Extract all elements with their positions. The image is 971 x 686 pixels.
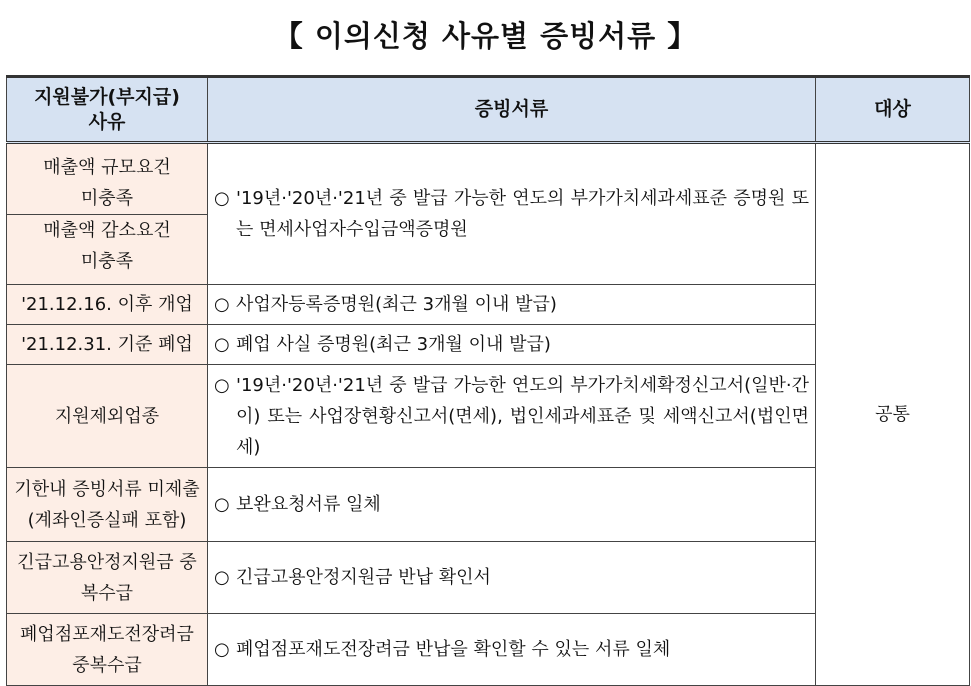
doc-text: 폐업점포재도전장려금 반납을 확인할 수 있는 서류 일체: [236, 639, 671, 660]
reason-text: '21.12.16. 이후 개업: [7, 285, 208, 325]
bullet-icon: ○: [214, 494, 230, 515]
reason-text: 긴급고용안정지원금 중복수급: [7, 542, 208, 614]
reason-text: 폐업점포재도전장려금 중복수급: [7, 614, 208, 686]
doc-text: '19년·'20년·'21년 중 발급 가능한 연도의 부가가치세확정신고서(일반·간이) 또는 사업장현황신고서(면세), 법인세과세표준 및 세액신고서(법인면세): [236, 374, 809, 458]
evidence-table: [6, 75, 970, 686]
doc-cell: [208, 468, 816, 542]
doc-text: 보완요청서류 일체: [236, 494, 381, 515]
doc-text: '19년·'20년·'21년 중 발급 가능한 연도의 부가가치세과세표준 증명원 또는 면세사업자수입금액증명원: [236, 188, 809, 240]
bullet-icon: ○: [214, 567, 230, 588]
reason-text: 매출액 규모요건 미충족: [43, 157, 171, 209]
doc-cell: [208, 542, 816, 614]
doc-text: 사업자등록증명원(최근 3개월 이내 발급): [236, 294, 557, 315]
reason-text: 매출액 감소요건 미충족: [7, 214, 207, 276]
reason-text: '21.12.31. 기준 폐업: [7, 325, 208, 365]
table-header-row: [7, 77, 970, 143]
target-cell: 공통: [816, 143, 970, 686]
doc-text: 폐업 사실 증명원(최근 3개월 이내 발급): [236, 334, 551, 355]
header-reason: 지원불가(부지급) 사유: [7, 77, 208, 143]
doc-cell: [208, 143, 816, 285]
bullet-icon: ○: [214, 374, 230, 396]
reason-text: 지원제외업종: [7, 365, 208, 468]
bullet-icon: ○: [214, 334, 230, 355]
reason-text: 기한내 증빙서류 미제출 (계좌인증실패 포함): [7, 468, 208, 542]
header-docs: 증빙서류: [208, 77, 816, 143]
doc-cell: [208, 325, 816, 365]
bullet-icon: ○: [214, 639, 230, 660]
bullet-icon: ○: [214, 188, 230, 209]
doc-cell: [208, 614, 816, 686]
doc-cell: [208, 365, 816, 468]
header-target: 대상: [816, 77, 970, 143]
doc-text: 긴급고용안정지원금 반납 확인서: [236, 567, 491, 588]
bullet-icon: ○: [214, 294, 230, 315]
table-row: [7, 143, 970, 285]
doc-cell: [208, 285, 816, 325]
reason-cell: [7, 143, 208, 285]
page-title: 【 이의신청 사유별 증빙서류 】: [273, 19, 698, 53]
